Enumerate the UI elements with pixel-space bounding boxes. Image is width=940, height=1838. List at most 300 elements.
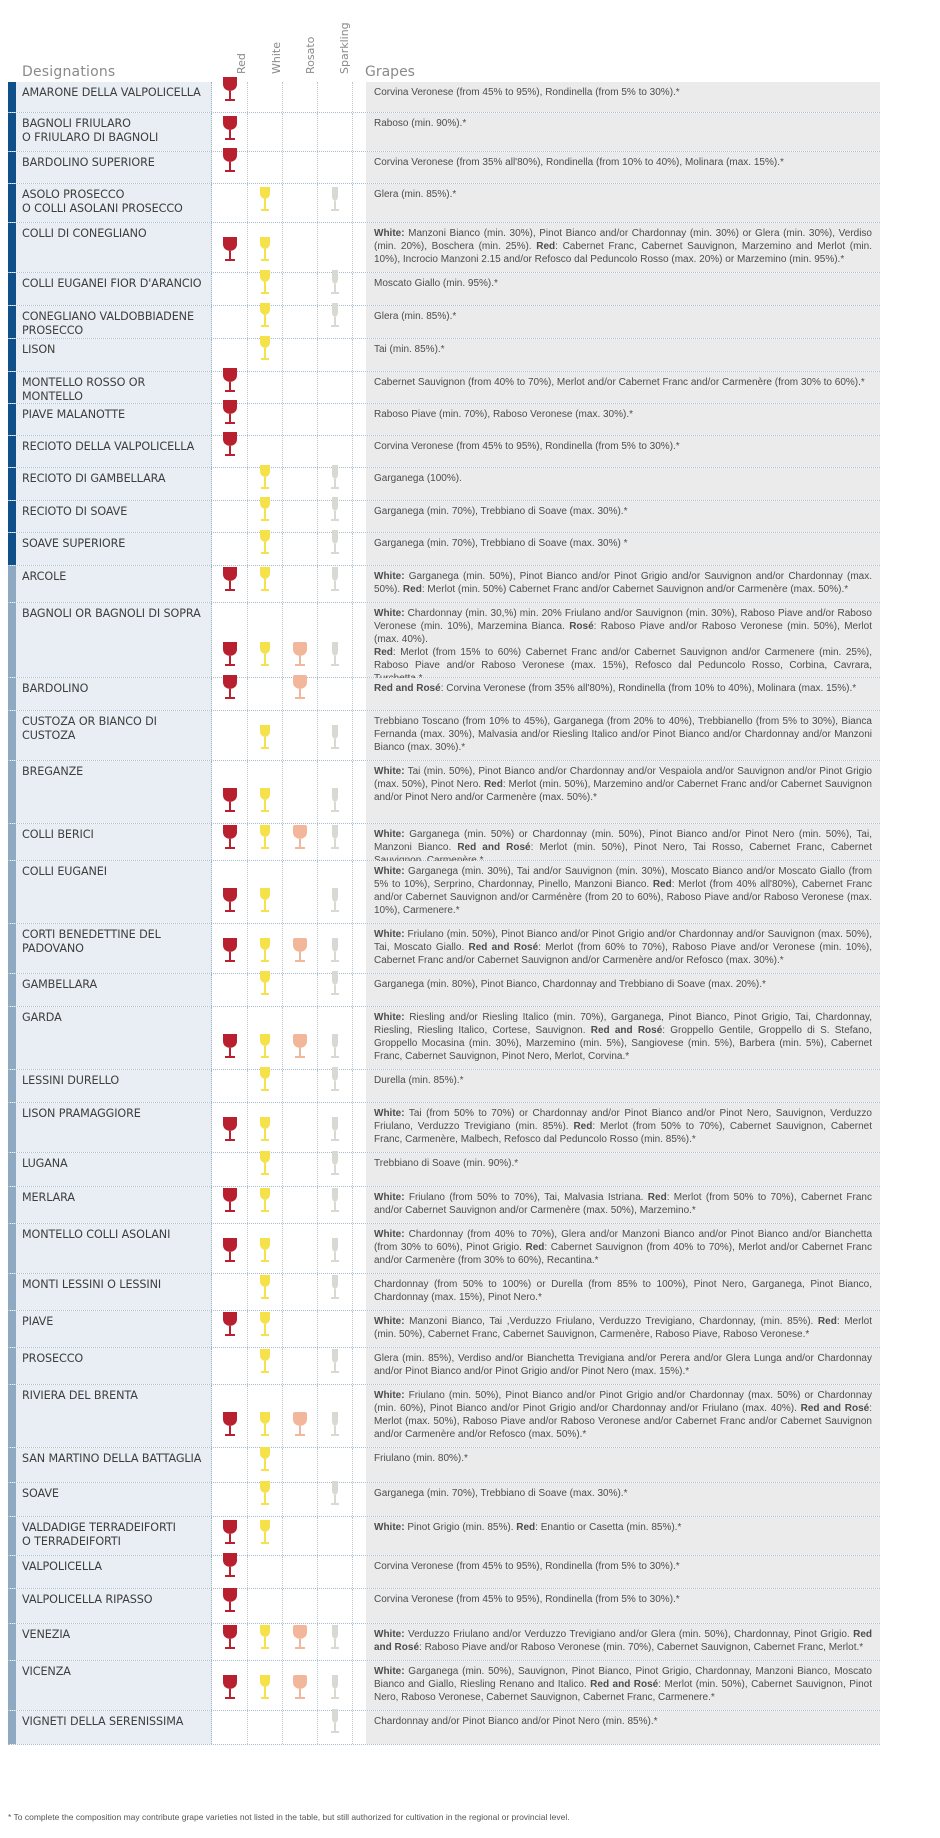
cell-rosato: [283, 1103, 318, 1152]
white-wine-glass-icon: [259, 566, 271, 597]
red-wine-glass-icon: [222, 787, 238, 818]
group-color-bar: [8, 861, 16, 923]
cell-white: [248, 501, 283, 532]
designation-name: BARDOLINO: [16, 678, 212, 710]
table-row: [8, 1311, 880, 1348]
wine-type-cells: [212, 711, 360, 760]
cell-red: [212, 974, 248, 1006]
group-color-bar: [8, 1661, 16, 1710]
designation-name: COLLI DI CONEGLIANO: [16, 223, 212, 272]
cell-red: [212, 1517, 248, 1555]
cell-sparkling: [318, 82, 353, 112]
table-row: [8, 1274, 880, 1311]
cell-white: [248, 1103, 283, 1152]
table-row: [8, 1348, 880, 1385]
cell-red: [212, 566, 248, 602]
cell-red: [212, 1311, 248, 1347]
designation-name: CUSTOZA OR BIANCO DI CUSTOZA: [16, 711, 212, 760]
red-wine-glass-icon: [222, 367, 238, 398]
wine-type-cells: [212, 1385, 360, 1447]
cell-white: [248, 1007, 283, 1069]
designation-name: MONTELLO ROSSO OR MONTELLO: [16, 372, 212, 403]
wine-type-cells: [212, 1448, 360, 1482]
grapes-text: White: Manzoni Bianco, Tai ,Verduzzo Friulano, Verduzzo Trevigiano, Chardonnay, (min. 85%). Red: Merlot (min. 50%), Cabernet Franc, Cabernet Sauvignon, Carmenère, Raboso Piave, Raboso Veronese.*: [366, 1311, 880, 1347]
group-color-bar: [8, 1483, 16, 1516]
grapes-text: White: Friulano (min. 50%), Pinot Bianco and/or Pinot Grigio and/or Chardonnay and/or Sauvignon (max. 50%), Tai, Moscato Giallo. Red and Rosé: Merlot (from 60% to 70%), Raboso Piave and/or Veronese (min. 10%), Cabernet Franc and/or Cabernet Sauvignon and/or Carmenère and/or Refosco (max. 30%).*: [366, 924, 880, 973]
white-wine-glass-icon: [259, 1674, 271, 1705]
group-color-bar: [8, 761, 16, 823]
cell-sparkling: [318, 1448, 353, 1482]
wine-type-cells: [212, 861, 360, 923]
grapes-text: Durella (min. 85%).*: [366, 1070, 880, 1102]
cell-red: [212, 1483, 248, 1516]
table-row: [8, 404, 880, 436]
designation-name: MONTI LESSINI O LESSINI: [16, 1274, 212, 1310]
designation-name: BARDOLINO SUPERIORE: [16, 152, 212, 183]
grapes-text: Garganega (min. 70%), Trebbiano di Soave (max. 30%).*: [366, 1483, 880, 1516]
designation-name: MERLARA: [16, 1187, 212, 1223]
white-wine-glass-icon: [259, 1480, 271, 1511]
cell-sparkling: [318, 1624, 353, 1660]
group-color-bar: [8, 1311, 16, 1347]
group-color-bar: [8, 566, 16, 602]
cell-white: [248, 1274, 283, 1310]
designation-name: RIVIERA DEL BRENTA: [16, 1385, 212, 1447]
red-wine-glass-icon: [222, 431, 238, 462]
cell-rosato: [283, 603, 318, 677]
cell-white: [248, 113, 283, 151]
cell-red: [212, 501, 248, 532]
designation-name: GAMBELLARA: [16, 974, 212, 1006]
group-color-bar: [8, 1556, 16, 1588]
grapes-text: Red and Rosé: Corvina Veronese (from 35% all'80%), Rondinella (from 10% to 40%), Molinara (max. 15%).*: [366, 678, 880, 710]
white-wine-glass-icon: [259, 1519, 271, 1550]
white-wine-glass-icon: [259, 937, 271, 968]
table-row: [8, 566, 880, 603]
cell-white: [248, 339, 283, 371]
cell-red: [212, 1103, 248, 1152]
group-color-bar: [8, 603, 16, 677]
cell-red: [212, 152, 248, 183]
header-grapes: Grapes: [365, 64, 415, 80]
cell-rosato: [283, 339, 318, 371]
wine-type-cells: [212, 1007, 360, 1069]
sparkling-wine-glass-icon: [330, 1116, 340, 1147]
cell-sparkling: [318, 273, 353, 305]
designation-name: VICENZA: [16, 1661, 212, 1710]
white-wine-glass-icon: [259, 1033, 271, 1064]
wine-type-cells: [212, 152, 360, 183]
cell-rosato: [283, 372, 318, 403]
grapes-text: White: Garganega (min. 30%), Tai and/or Sauvignon (min. 30%), Moscato Bianco and/or Moscato Giallo (from 5% to 10%), Serprino, Chardonnay, Pinello, Manzoni Bianco. Red: Merlot (from 40% all'80%), Cabernet Franc and/or Cabernet Sauvignon and/or Carménère (from 20 to 60%), Raboso Piave and/or Raboso Veronese (max. 10%), Carmenere.*: [366, 861, 880, 923]
group-color-bar: [8, 824, 16, 860]
cell-sparkling: [318, 113, 353, 151]
cell-rosato: [283, 1348, 318, 1384]
sparkling-wine-glass-icon: [330, 1187, 340, 1218]
wine-type-cells: [212, 184, 360, 222]
cell-sparkling: [318, 1153, 353, 1186]
designation-name: COLLI EUGANEI FIOR D'ARANCIO: [16, 273, 212, 305]
sparkling-wine-glass-icon: [330, 1674, 340, 1705]
designation-name: COLLI BERICI: [16, 824, 212, 860]
table-row: [8, 603, 880, 678]
sparkling-wine-glass-icon: [330, 269, 340, 300]
wine-type-cells: [212, 924, 360, 973]
cell-rosato: [283, 533, 318, 565]
cell-rosato: [283, 761, 318, 823]
cell-sparkling: [318, 1483, 353, 1516]
white-wine-glass-icon: [259, 1348, 271, 1379]
table-row: [8, 339, 880, 372]
group-color-bar: [8, 339, 16, 371]
table-row: [8, 1103, 880, 1153]
group-color-bar: [8, 273, 16, 305]
group-color-bar: [8, 82, 16, 112]
cell-rosato: [283, 1448, 318, 1482]
cell-sparkling: [318, 1348, 353, 1384]
designation-name: PIAVE: [16, 1311, 212, 1347]
cell-rosato: [283, 1483, 318, 1516]
designation-name: RECIOTO DELLA VALPOLICELLA: [16, 436, 212, 467]
red-wine-glass-icon: [222, 566, 238, 597]
red-wine-glass-icon: [222, 1552, 238, 1583]
grapes-text: Corvina Veronese (from 45% to 95%), Rondinella (from 5% to 30%).*: [366, 1589, 880, 1623]
cell-white: [248, 1589, 283, 1623]
table-row: [8, 1224, 880, 1274]
header-white-col: [267, 14, 287, 74]
cell-rosato: [283, 1589, 318, 1623]
cell-white: [248, 1556, 283, 1588]
white-wine-glass-icon: [259, 269, 271, 300]
cell-red: [212, 1274, 248, 1310]
cell-rosato: [283, 1153, 318, 1186]
red-wine-glass-icon: [222, 1674, 238, 1705]
table-row: [8, 1448, 880, 1483]
table-row: [8, 436, 880, 468]
red-wine-glass-icon: [222, 824, 238, 855]
sparkling-wine-glass-icon: [330, 566, 340, 597]
cell-red: [212, 678, 248, 710]
cell-red: [212, 273, 248, 305]
white-wine-glass-icon: [259, 1237, 271, 1268]
table-row: [8, 152, 880, 184]
cell-red: [212, 82, 248, 112]
table-row: [8, 273, 880, 306]
red-wine-glass-icon: [222, 1624, 238, 1655]
cell-sparkling: [318, 1187, 353, 1223]
group-color-bar: [8, 404, 16, 435]
red-wine-glass-icon: [222, 1311, 238, 1342]
cell-white: [248, 1311, 283, 1347]
designation-name: CONEGLIANO VALDOBBIADENE PROSECCO: [16, 306, 212, 338]
white-wine-glass-icon: [259, 1150, 271, 1181]
designation-name: ASOLO PROSECCO O COLLI ASOLANI PROSECCO: [16, 184, 212, 222]
group-color-bar: [8, 1007, 16, 1069]
group-color-bar: [8, 1153, 16, 1186]
red-wine-glass-icon: [222, 1587, 238, 1618]
wine-type-cells: [212, 113, 360, 151]
cell-white: [248, 1348, 283, 1384]
table-row: [8, 468, 880, 501]
grapes-text: Raboso (min. 90%).*: [366, 113, 880, 151]
wine-type-cells: [212, 533, 360, 565]
cell-red: [212, 468, 248, 500]
sparkling-wine-glass-icon: [330, 787, 340, 818]
cell-rosato: [283, 1007, 318, 1069]
white-wine-glass-icon: [259, 824, 271, 855]
group-color-bar: [8, 533, 16, 565]
cell-rosato: [283, 711, 318, 760]
group-color-bar: [8, 184, 16, 222]
group-color-bar: [8, 1224, 16, 1273]
designation-name: RECIOTO DI SOAVE: [16, 501, 212, 532]
table-row: [8, 501, 880, 533]
table-row: [8, 974, 880, 1007]
red-wine-glass-icon: [222, 641, 238, 672]
table-row: [8, 184, 880, 223]
cell-rosato: [283, 113, 318, 151]
white-wine-glass-icon: [259, 464, 271, 495]
red-wine-glass-icon: [222, 76, 238, 107]
wine-type-cells: [212, 1624, 360, 1660]
table-row: [8, 761, 880, 824]
cell-rosato: [283, 82, 318, 112]
wine-type-cells: [212, 824, 360, 860]
cell-sparkling: [318, 1224, 353, 1273]
sparkling-wine-glass-icon: [330, 1411, 340, 1442]
table-row: [8, 1517, 880, 1556]
group-color-bar: [8, 1517, 16, 1555]
designation-name: BREGANZE: [16, 761, 212, 823]
table-row: [8, 711, 880, 761]
cell-white: [248, 566, 283, 602]
cell-red: [212, 1556, 248, 1588]
cell-rosato: [283, 501, 318, 532]
designation-name: RECIOTO DI GAMBELLARA: [16, 468, 212, 500]
cell-sparkling: [318, 1385, 353, 1447]
grapes-text: Garganega (min. 80%), Pinot Bianco, Chardonnay and Trebbiano di Soave (max. 20%).*: [366, 974, 880, 1006]
group-color-bar: [8, 1187, 16, 1223]
cell-white: [248, 372, 283, 403]
white-wine-glass-icon: [259, 529, 271, 560]
designation-name: BAGNOLI FRIULARO O FRIULARO DI BAGNOLI: [16, 113, 212, 151]
sparkling-wine-glass-icon: [330, 1237, 340, 1268]
cell-rosato: [283, 1224, 318, 1273]
grapes-text: White: Pinot Grigio (min. 85%). Red: Enantio or Casetta (min. 85%).*: [366, 1517, 880, 1555]
grapes-text: Cabernet Sauvignon (from 40% to 70%), Merlot and/or Cabernet Franc and/or Carmenère (from 30% to 60%).*: [366, 372, 880, 403]
cell-white: [248, 273, 283, 305]
cell-white: [248, 1483, 283, 1516]
designation-name: LESSINI DURELLO: [16, 1070, 212, 1102]
group-color-bar: [8, 223, 16, 272]
cell-white: [248, 603, 283, 677]
grapes-text: White: Tai (from 50% to 70%) or Chardonnay and/or Pinot Bianco and/or Pinot Nero, Sauvignon, Verduzzo Friulano, Verduzzo Trevigiano (min. 85%). Red: Merlot (from 50% to 70%), Cabernet Sauvignon, Cabernet Franc, Carmenère, Malbech, Refosco dal Peduncolo Rosso (min. 85%).*: [366, 1103, 880, 1152]
white-wine-glass-icon: [259, 186, 271, 217]
table-row: [8, 678, 880, 711]
white-wine-glass-icon: [259, 970, 271, 1001]
grapes-text: Trebbiano Toscano (from 10% to 45%), Garganega (from 20% to 40%), Trebbianello (from 5% to 30%), Bianca Fernanda (max. 30%), Malvasia and/or Riesling Italico and/or Pinot Bianco and/or Chardonnay and/or Manzoni Bianco (max. 30%).*: [366, 711, 880, 760]
grapes-text: Corvina Veronese (from 45% to 95%), Rondinella (from 5% to 30%).*: [366, 82, 880, 112]
table-row: [8, 1070, 880, 1103]
white-wine-glass-icon: [259, 641, 271, 672]
sparkling-wine-glass-icon: [330, 1480, 340, 1511]
cell-rosato: [283, 1187, 318, 1223]
cell-red: [212, 1661, 248, 1710]
wine-type-cells: [212, 1311, 360, 1347]
rosato-wine-glass-icon: [292, 1624, 308, 1655]
cell-white: [248, 711, 283, 760]
table-row: [8, 1624, 880, 1661]
designation-name: VIGNETI DELLA SERENISSIMA: [16, 1711, 212, 1744]
cell-rosato: [283, 436, 318, 467]
group-color-bar: [8, 436, 16, 467]
table-row: [8, 82, 880, 113]
cell-white: [248, 184, 283, 222]
header-rosato-col: [301, 14, 321, 74]
rosato-wine-glass-icon: [292, 1674, 308, 1705]
cell-sparkling: [318, 761, 353, 823]
red-wine-glass-icon: [222, 1116, 238, 1147]
wine-type-cells: [212, 306, 360, 338]
designation-name: LUGANA: [16, 1153, 212, 1186]
grapes-text: Corvina Veronese (from 45% to 95%), Rondinella (from 5% to 30%).*: [366, 436, 880, 467]
wine-type-cells: [212, 501, 360, 532]
grapes-text: White: Chardonnay (from 40% to 70%), Glera and/or Manzoni Bianco and/or Pinot Bianco and/or Bianchetta (from 30% to 60%), Pinot Grigio. Red: Cabernet Sauvignon (from 40% to 70%), Merlot and/or Cabernet Franc and/or Carmenère (from 30% to 60%), Recantina.*: [366, 1224, 880, 1273]
cell-white: [248, 1070, 283, 1102]
table-row: [8, 1711, 880, 1745]
cell-white: [248, 678, 283, 710]
cell-sparkling: [318, 1711, 353, 1744]
sparkling-wine-glass-icon: [330, 529, 340, 560]
table-row: [8, 1556, 880, 1589]
group-color-bar: [8, 678, 16, 710]
wine-designations-table: [8, 20, 880, 1745]
rosato-wine-glass-icon: [292, 674, 308, 705]
wine-type-cells: [212, 1070, 360, 1102]
grapes-text: Friulano (min. 80%).*: [366, 1448, 880, 1482]
wine-type-cells: [212, 566, 360, 602]
cell-rosato: [283, 924, 318, 973]
table-row: [8, 1385, 880, 1448]
white-wine-glass-icon: [259, 887, 271, 918]
red-wine-glass-icon: [222, 236, 238, 267]
cell-rosato: [283, 152, 318, 183]
cell-sparkling: [318, 678, 353, 710]
table-row: [8, 1007, 880, 1070]
group-color-bar: [8, 1070, 16, 1102]
group-color-bar: [8, 1385, 16, 1447]
cell-sparkling: [318, 1070, 353, 1102]
white-wine-glass-icon: [259, 1187, 271, 1218]
grapes-text: Chardonnay (from 50% to 100%) or Durella (from 85% to 100%), Pinot Nero, Garganega, Pinot Bianco, Chardonnay (max. 15%), Pinot Nero.*: [366, 1274, 880, 1310]
wine-type-cells: [212, 678, 360, 710]
sparkling-wine-glass-icon: [330, 1150, 340, 1181]
grapes-text: White: Riesling and/or Riesling Italico (min. 70%), Garganega, Pinot Bianco, Pinot Grigio, Tai, Chardonnay, Riesling, Riesling Italico, Cortese, Sauvignon. Red and Rosé: Groppello Gentile, Groppello di S. Stefano, Groppello Mocasina (min. 30%), Marzemino (min. 5%), Sangiovese (min. 5%), Barbera (min. 5%), Cabernet Franc, Cabernet Sauvignon, Pinot Nero, Merlot, Corvina.*: [366, 1007, 880, 1069]
header-sparkling: Sparkling: [338, 22, 351, 74]
cell-sparkling: [318, 924, 353, 973]
cell-rosato: [283, 273, 318, 305]
wine-type-cells: [212, 974, 360, 1006]
header-designations: Designations: [22, 64, 116, 80]
cell-red: [212, 924, 248, 973]
cell-rosato: [283, 861, 318, 923]
cell-white: [248, 82, 283, 112]
cell-sparkling: [318, 404, 353, 435]
header-sparkling-col: [335, 14, 355, 74]
grapes-text: Glera (min. 85%).*: [366, 184, 880, 222]
cell-sparkling: [318, 1517, 353, 1555]
group-color-bar: [8, 1348, 16, 1384]
cell-red: [212, 824, 248, 860]
table-row: [8, 1153, 880, 1187]
table-row: [8, 1661, 880, 1711]
cell-red: [212, 184, 248, 222]
sparkling-wine-glass-icon: [330, 1708, 340, 1739]
cell-sparkling: [318, 436, 353, 467]
white-wine-glass-icon: [259, 724, 271, 755]
group-color-bar: [8, 1103, 16, 1152]
cell-white: [248, 824, 283, 860]
sparkling-wine-glass-icon: [330, 1624, 340, 1655]
white-wine-glass-icon: [259, 1116, 271, 1147]
cell-sparkling: [318, 603, 353, 677]
grapes-text: White: Tai (min. 50%), Pinot Bianco and/or Chardonnay and/or Vespaiola and/or Sauvignon and/or Pinot Grigio (max. 50%), Pinot Nero. Red: Merlot (min. 50%), Marzemino and/or Cabernet Franc and/or Cabernet Sauvignon and/or Pinot Nero and/or Carmenère (max. 50%).*: [366, 761, 880, 823]
grapes-text: Glera (min. 85%), Verdiso and/or Bianchetta Trevigiana and/or Perera and/or Glera Lunga and/or Chardonnay and/or Pinot Bianco and/or Pinot Grigio and/or Pinot Nero (max. 15%).*: [366, 1348, 880, 1384]
table-row: [8, 113, 880, 152]
grapes-text: White: Garganega (min. 50%), Sauvignon, Pinot Bianco, Pinot Grigio, Chardonnay, Manzoni Bianco, Moscato Bianco and Giallo, Riesling Renano and Italico. Red and Rosé: Merlot (min. 50%), Cabernet Sauvignon, Pinot Nero, Raboso Veronese, Cabernet Sauvignon, Cabernet Franc, Carmenere.*: [366, 1661, 880, 1710]
wine-type-cells: [212, 603, 360, 677]
designation-name: VALPOLICELLA RIPASSO: [16, 1589, 212, 1623]
grapes-text: Corvina Veronese (from 45% to 95%), Rondinella (from 5% to 30%).*: [366, 1556, 880, 1588]
header-red: Red: [235, 53, 248, 74]
cell-red: [212, 533, 248, 565]
rosato-wine-glass-icon: [292, 824, 308, 855]
grapes-text: White: Friulano (from 50% to 70%), Tai, Malvasia Istriana. Red: Merlot (from 50% to 70%), Cabernet Franc and/or Cabernet Sauvignon and/or Carmenère (max. 50%), Marzemino.*: [366, 1187, 880, 1223]
red-wine-glass-icon: [222, 147, 238, 178]
header-white: White: [270, 42, 283, 74]
designation-name: VALPOLICELLA: [16, 1556, 212, 1588]
header-red-col: [232, 14, 252, 74]
grapes-text: White: Chardonnay (min. 30,%) min. 20% Friulano and/or Sauvignon (min. 30%), Raboso Piave and/or Raboso Veronese (min. 10%), Marzemina Bianca. Rosé: Raboso Piave and/or Raboso Veronese (min. 50%), Merlot (max. 40%). Red: Merlot (from 15% to 60%) Cabernet Franc and/or Cabernet Sauvignon and/or Carmenere (min. 25%), Raboso Piave and/or Raboso Veronese (max. 15%), Refosco dal Peduncolo Rosso, Corbina, Cavrara,: [366, 603, 880, 677]
sparkling-wine-glass-icon: [330, 464, 340, 495]
wine-type-cells: [212, 1711, 360, 1744]
cell-rosato: [283, 404, 318, 435]
red-wine-glass-icon: [222, 1411, 238, 1442]
group-color-bar: [8, 1274, 16, 1310]
cell-sparkling: [318, 824, 353, 860]
cell-red: [212, 1187, 248, 1223]
table-row: [8, 861, 880, 924]
cell-rosato: [283, 1311, 318, 1347]
cell-red: [212, 761, 248, 823]
table-row: [8, 223, 880, 273]
cell-rosato: [283, 1556, 318, 1588]
cell-red: [212, 1711, 248, 1744]
cell-sparkling: [318, 372, 353, 403]
table-header: [8, 20, 880, 82]
wine-type-cells: [212, 1589, 360, 1623]
cell-red: [212, 1589, 248, 1623]
red-wine-glass-icon: [222, 937, 238, 968]
sparkling-wine-glass-icon: [330, 1274, 340, 1305]
grapes-text: Glera (min. 85%).*: [366, 306, 880, 338]
grapes-text: Corvina Veronese (from 35% all'80%), Rondinella (from 10% to 40%), Molinara (max. 15%).*: [366, 152, 880, 183]
cell-white: [248, 1517, 283, 1555]
wine-type-cells: [212, 223, 360, 272]
group-color-bar: [8, 113, 16, 151]
cell-white: [248, 533, 283, 565]
group-color-bar: [8, 1589, 16, 1623]
